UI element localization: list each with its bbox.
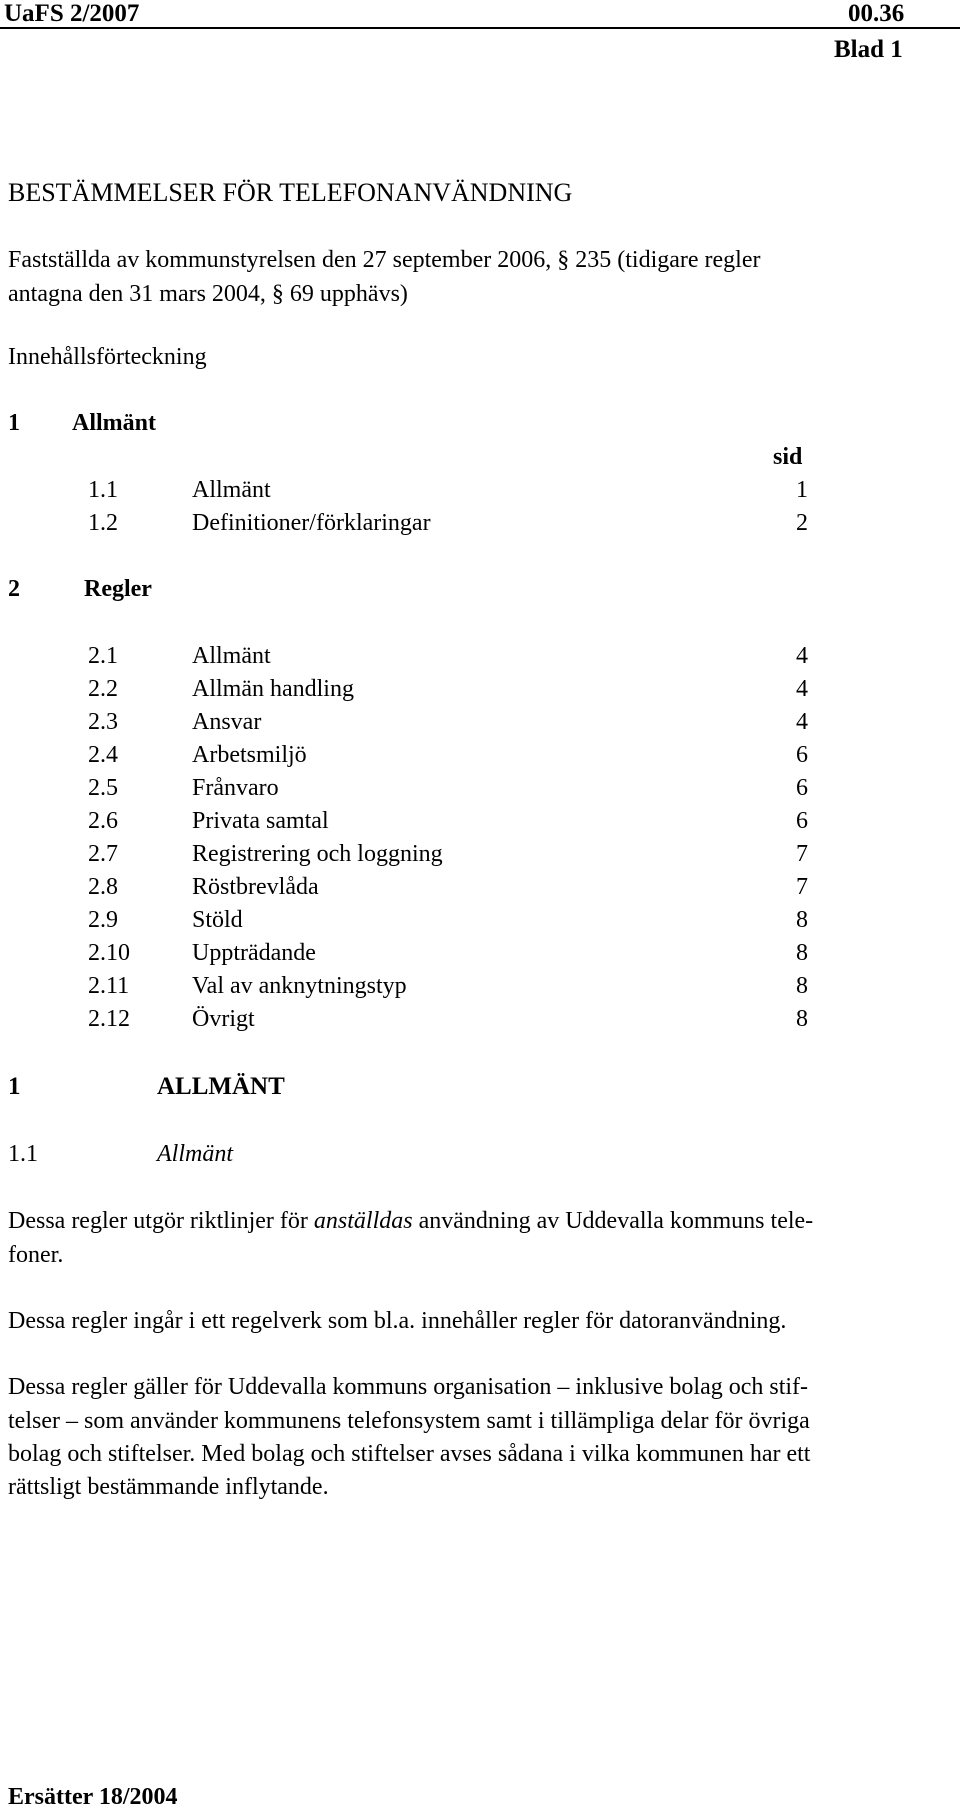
paragraph-2: Dessa regler ingår i ett regelverk som bl.a. innehåller regler för datoranvändning. (8, 1308, 787, 1334)
paragraph-1-line-1 (8, 1208, 813, 1235)
paragraph-1-text-a: Dessa regler utgör riktlinjer för (8, 1208, 314, 1234)
toc-chapter-2-item-label: Röstbrevlåda (192, 874, 319, 900)
toc-heading: Innehållsförteckning (8, 344, 207, 370)
toc-chapter-2-item-number: 2.11 (88, 973, 130, 999)
toc-chapter-2-item-label: Ansvar (192, 709, 262, 735)
toc-chapter-2-item-label: Stöld (192, 907, 243, 933)
adoption-line-1: Fastställda av kommunstyrelsen den 27 september 2006, § 235 (tidigare regler (8, 247, 761, 273)
document-title: BESTÄMMELSER FÖR TELEFONANVÄNDNING (8, 178, 573, 207)
toc-chapter-2-number: 2 (8, 576, 20, 602)
adoption-line-2: antagna den 31 mars 2004, § 69 upphävs) (8, 281, 408, 307)
toc-chapter-1-item-page: 2 (796, 510, 808, 536)
toc-chapter-2-item-page: 8 (796, 973, 808, 999)
header-divider (0, 27, 960, 29)
toc-chapter-1-item-number: 1.1 (88, 477, 118, 503)
paragraph-3-line-2: telser – som använder kommunens telefonsystem samt i tillämpliga delar för övriga (8, 1408, 810, 1434)
paragraph-1-line-2: foner. (8, 1242, 64, 1268)
toc-chapter-2-title: Regler (84, 576, 152, 602)
subsection-1-1-number: 1.1 (8, 1141, 38, 1167)
toc-chapter-2-item-label: Allmänt (192, 643, 271, 669)
toc-chapter-2-item-number: 2.2 (88, 676, 118, 702)
toc-chapter-2-item-label: Arbetsmiljö (192, 742, 307, 768)
toc-chapter-2-item-label: Privata samtal (192, 808, 329, 834)
toc-chapter-2-item-label: Frånvaro (192, 775, 279, 801)
toc-chapter-2-item-page: 8 (796, 907, 808, 933)
toc-chapter-2-item-number: 2.8 (88, 874, 118, 900)
document-number: 00.36 (848, 0, 905, 27)
toc-chapter-2-item-page: 6 (796, 742, 808, 768)
toc-chapter-2-item-page: 8 (796, 1006, 808, 1032)
toc-chapter-2-item-number: 2.6 (88, 808, 118, 834)
toc-chapter-2-item-label: Uppträdande (192, 940, 316, 966)
toc-page-column-label: sid (773, 444, 803, 470)
toc-chapter-2-item-number: 2.12 (88, 1006, 130, 1032)
paragraph-3-line-4: rättsligt bestämmande inflytande. (8, 1474, 329, 1500)
paragraph-3-line-1: Dessa regler gäller för Uddevalla kommuns organisation – inklusive bolag och stif- (8, 1374, 809, 1400)
toc-chapter-2-item-page: 4 (796, 676, 808, 702)
toc-chapter-1-title: Allmänt (72, 410, 156, 436)
toc-chapter-2-item-page: 6 (796, 775, 808, 801)
toc-chapter-2-item-number: 2.1 (88, 643, 118, 669)
toc-chapter-2-item-number: 2.10 (88, 940, 130, 966)
toc-chapter-1-item-label: Definitioner/förklaringar (192, 510, 431, 536)
toc-chapter-1-item-page: 1 (796, 477, 808, 503)
subsection-1-1-title: Allmänt (157, 1141, 233, 1167)
section-1-title: ALLMÄNT (157, 1073, 285, 1100)
toc-chapter-2-item-page: 8 (796, 940, 808, 966)
toc-chapter-2-item-label: Registrering och loggning (192, 841, 443, 867)
sheet-number: Blad 1 (834, 36, 903, 63)
toc-chapter-2-item-page: 4 (796, 709, 808, 735)
toc-chapter-1-item-number: 1.2 (88, 510, 118, 536)
toc-chapter-2-item-page: 7 (796, 874, 808, 900)
toc-chapter-2-item-page: 6 (796, 808, 808, 834)
replaces-note: Ersätter 18/2004 (8, 1784, 178, 1810)
toc-chapter-2-item-number: 2.7 (88, 841, 118, 867)
section-1-number: 1 (8, 1073, 21, 1100)
toc-chapter-2-item-label: Val av anknytningstyp (192, 973, 407, 999)
toc-chapter-2-item-number: 2.3 (88, 709, 118, 735)
paragraph-3-line-3: bolag och stiftelser. Med bolag och stiftelser avses sådana i vilka kommunen har ett (8, 1441, 811, 1467)
toc-chapter-1-item-label: Allmänt (192, 477, 271, 503)
toc-chapter-2-item-number: 2.4 (88, 742, 118, 768)
paragraph-1-text-b: användning av Uddevalla kommuns tele- (412, 1208, 814, 1234)
toc-chapter-2-item-page: 7 (796, 841, 808, 867)
toc-chapter-2-item-label: Allmän handling (192, 676, 354, 702)
document-code: UaFS 2/2007 (4, 0, 140, 27)
toc-chapter-2-item-label: Övrigt (192, 1006, 255, 1032)
toc-chapter-2-item-number: 2.5 (88, 775, 118, 801)
toc-chapter-2-item-number: 2.9 (88, 907, 118, 933)
toc-chapter-1-number: 1 (8, 410, 20, 436)
toc-chapter-2-item-page: 4 (796, 643, 808, 669)
paragraph-1-emphasis: anställdas (313, 1208, 413, 1234)
